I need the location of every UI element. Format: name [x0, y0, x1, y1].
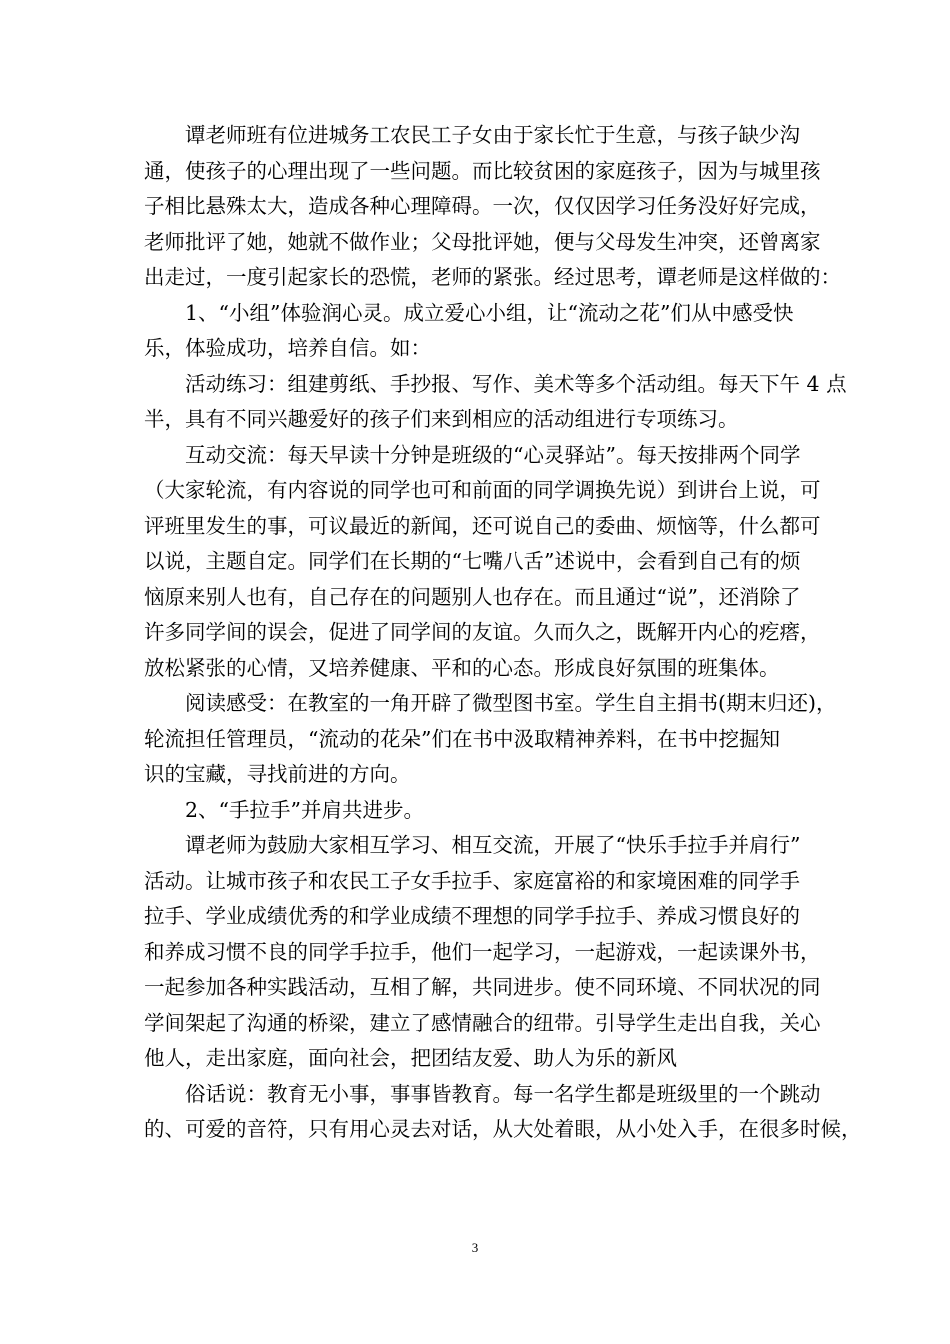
text-line: 学间架起了沟通的桥梁，建立了感情融合的纽带。引导学生走出自我，关心 [144, 1011, 821, 1035]
text-line: 放松紧张的心情，又培养健康、平和的心态。形成良好氛围的班集体。 [144, 656, 780, 680]
text-line: 许多同学间的误会，促进了同学间的友谊。久而久之，既解开内心的疙瘩， [144, 620, 821, 644]
text-line: 2、“手拉手”并肩共进步。 [144, 798, 425, 822]
text-line: 半，具有不同兴趣爱好的孩子们来到相应的活动组进行专项练习。 [144, 407, 739, 431]
text-line: 互动交流：每天早读十分钟是班级的“心灵驿站”。每天按排两个同学 [144, 443, 801, 467]
text-line: 子相比悬殊太大，造成各种心理障碍。一次，仅仅因学习任务没好好完成， [144, 194, 821, 218]
text-line: 的、可爱的音符，只有用心灵去对话，从大处着眼，从小处入手，在很多时候， [144, 1117, 862, 1141]
text-line: 谭老师为鼓励大家相互学习、相互交流，开展了“快乐手拉手并肩行” [144, 833, 801, 857]
text-line: 乐，体验成功，培养自信。如： [144, 336, 431, 360]
text-line: 通，使孩子的心理出现了一些问题。而比较贫困的家庭孩子，因为与城里孩 [144, 159, 821, 183]
text-line: （大家轮流，有内容说的同学也可和前面的同学调换先说）到讲台上说，可 [144, 478, 821, 502]
text-line: 恼原来别人也有，自己存在的问题别人也存在。而且通过“说”，还消除了 [144, 585, 801, 609]
text-line: 阅读感受：在教室的一角开辟了微型图书室。学生自主捐书(期末归还)， [144, 691, 837, 715]
page-number: 3 [471, 1240, 479, 1255]
text-line: 他人，走出家庭，面向社会，把团结友爱、助人为乐的新风 [144, 1046, 677, 1070]
text-line: 老师批评了她，她就不做作业；父母批评她，便与父母发生冲突，还曾离家 [144, 230, 821, 254]
text-line: 识的宝藏，寻找前进的方向。 [144, 762, 411, 786]
text-line: 一起参加各种实践活动，互相了解，共同进步。使不同环境、不同状况的同 [144, 975, 821, 999]
text-line: 1、“小组”体验润心灵。成立爱心小组，让“流动之花”们从中感受快 [144, 301, 794, 325]
text-line: 轮流担任管理员，“流动的花朵”们在书中汲取精神养料，在书中挖掘知 [144, 727, 780, 751]
text-line: 活动练习：组建剪纸、手抄报、写作、美术等多个活动组。每天下午 4 点 [144, 372, 847, 396]
text-line: 拉手、学业成绩优秀的和学业成绩不理想的同学手拉手、养成习惯良好的 [144, 904, 800, 928]
text-line: 出走过，一度引起家长的恐慌，老师的紧张。经过思考，谭老师是这样做的： [144, 265, 841, 289]
text-line: 谭老师班有位进城务工农民工子女由于家长忙于生意，与孩子缺少沟 [144, 123, 800, 147]
text-line: 以说，主题自定。同学们在长期的“七嘴八舌”述说中，会看到自己有的烦 [144, 549, 801, 573]
text-line: 活动。让城市孩子和农民工子女手拉手、家庭富裕的和家境困难的同学手 [144, 869, 800, 893]
text-line: 评班里发生的事，可议最近的新闻，还可说自己的委曲、烦恼等，什么都可 [144, 514, 821, 538]
text-line: 和养成习惯不良的同学手拉手，他们一起学习，一起游戏，一起读课外书， [144, 940, 821, 964]
text-line: 俗话说：教育无小事，事事皆教育。每一名学生都是班级里的一个跳动 [144, 1082, 821, 1106]
